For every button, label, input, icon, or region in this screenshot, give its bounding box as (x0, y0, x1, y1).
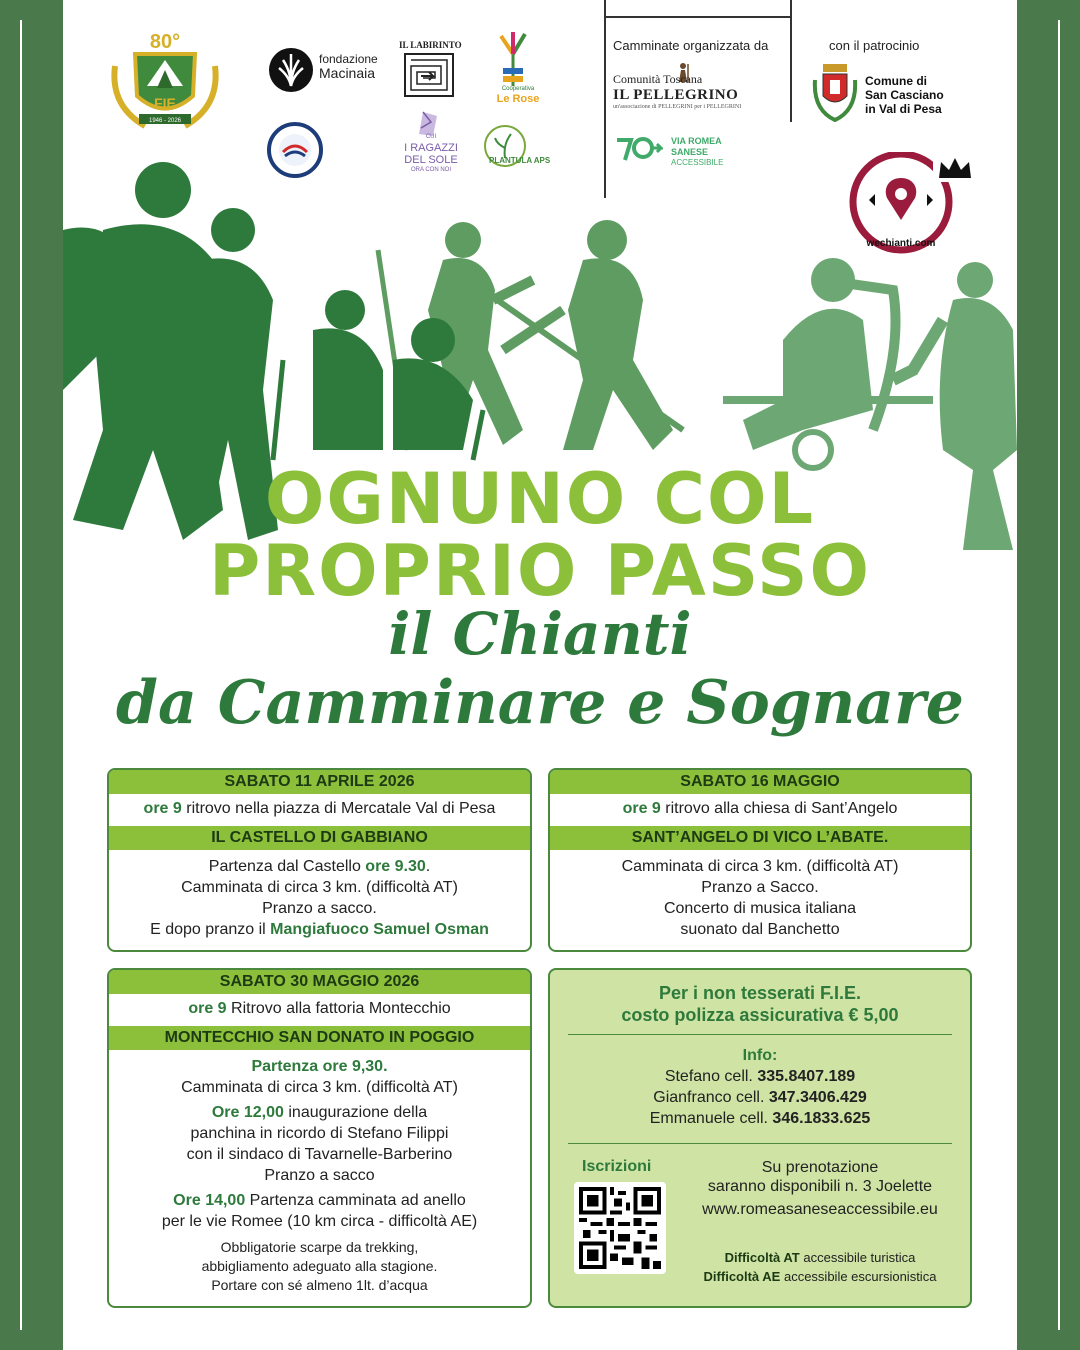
via-romea-1: VIA ROMEA (671, 136, 722, 146)
title-line-2: PROPRIO PASSO (208, 530, 872, 612)
svg-text:FIE: FIE (154, 95, 176, 111)
subtitle-script-2: da Camminare e Sognare (116, 668, 964, 738)
difficulty-legend: Difficoltà AT accessibile turistica Difficoltà AE accessibile escursionistica (703, 1250, 937, 1284)
event-place: IL CASTELLO DI GABBIANO (109, 826, 530, 850)
header-divider (604, 16, 792, 18)
svg-text:1946 - 2026: 1946 - 2026 (148, 118, 182, 124)
event-details: Partenza dal Castello ore 9.30. Camminata di circa 3 km. (difficoltà AT) Pranzo a sacco. E dopo pranzo il Mangiafuoco Samuel Osman (150, 858, 489, 938)
frame-line (20, 20, 22, 1330)
event-meeting: ore 9 ritrovo alla chiesa di Sant’Angelo (622, 800, 898, 817)
ragazzi-name-3: ORA CON NOI (410, 167, 451, 173)
event-details: Partenza ore 9,30. Camminata di circa 3 km. (difficoltà AT) Ore 12,00 inaugurazione della panchina in ricordo di Stefano Filippi con il sindaco di Tavarnelle-Barberino Pranzo a sacco Ore 14,00 Partenza camminata ad anello per le vie Romee (10 km circa - difficoltà AE) Obbligatorie scarpe da trekking, abbigliamento adeguato alla stagione. Portare con sé almeno 1lt. d’acqua (109, 1050, 530, 1295)
labirinto-maze-icon (403, 52, 455, 98)
info-card (548, 968, 972, 1308)
le-rose-icon (493, 30, 533, 88)
ragazzi-cui: CUI (425, 134, 437, 140)
ragazzi-name-1: I RAGAZZI (404, 142, 458, 154)
event-card-may-30 (107, 968, 532, 1308)
pellegrino-top: Comunità Toscana (613, 72, 703, 86)
event-place: SANT’ANGELO DI VICO L’ABATE. (550, 826, 970, 850)
pellegrino-tagline: un'associazione di PELLEGRINI per i PELLEGRINI (613, 104, 742, 110)
event-date: SABATO 11 APRILE 2026 (109, 770, 530, 794)
title-line-1: OGNUNO COL (264, 458, 816, 540)
contacts: Info: Stefano cell. 335.8407.189 Gianfranco cell. 347.3406.429 Emmanuele cell. 346.1833.625 (649, 1047, 871, 1127)
pellegrino-name: IL PELLEGRINO (613, 87, 739, 103)
registration-label: Iscrizioni (582, 1158, 652, 1175)
event-date: SABATO 30 MAGGIO 2026 (109, 970, 530, 994)
svg-text:wechianti.com: wechianti.com (866, 238, 936, 249)
comune-crest-icon (811, 60, 859, 122)
qr-code-icon[interactable] (574, 1182, 666, 1274)
event-card-may-16 (548, 768, 972, 952)
registration (550, 1152, 970, 1292)
via-romea-3: ACCESSIBILE (671, 158, 724, 167)
macinaia-label: fondazione (319, 52, 378, 66)
header-divider (790, 0, 792, 122)
plantula-label: PLANTULA APS (489, 156, 551, 165)
booking-info: Su prenotazione saranno disponibili n. 3 Joelette www.romeasaneseaccessibile.eu (680, 1158, 960, 1219)
patronage-label: con il patrocinio (829, 38, 920, 53)
event-notes: Obbligatorie scarpe da trekking, abbigliamento adeguato alla stagione. Portare con sé almeno 1lt. d’acqua (201, 1239, 438, 1293)
cooperativa-label: Cooperativa (501, 86, 535, 92)
via-romea-2: SANESE (671, 147, 709, 157)
event-details: Camminata di circa 3 km. (difficoltà AT) Pranzo a Sacco. Concerto di musica italiana suonato dal Banchetto (621, 858, 899, 938)
organized-by-label: Camminate organizzata da (613, 38, 769, 53)
frame-line (1058, 20, 1060, 1330)
event-meeting: ore 9 Ritrovo alla fattoria Montecchio (188, 1000, 451, 1017)
divider (568, 1143, 952, 1144)
comune-name-1: Comune di (865, 74, 927, 88)
poster (63, 0, 1017, 1350)
subtitle-script-1: il Chianti (388, 600, 692, 668)
event-date: SABATO 16 MAGGIO (550, 770, 970, 794)
svg-text:80°: 80° (149, 31, 181, 53)
ragazzi-name-2: DEL SOLE (404, 154, 458, 166)
event-meeting: ore 9 ritrovo nella piazza di Mercatale Val di Pesa (143, 800, 496, 817)
le-rose-label: Le Rose (496, 93, 540, 105)
pellegrino-logo (613, 72, 741, 110)
event-place: MONTECCHIO SAN DONATO IN POGGIO (109, 1026, 530, 1050)
divider (568, 1034, 952, 1035)
event-card-april (107, 768, 532, 952)
macinaia-name: Macinaia (319, 65, 376, 81)
labirinto-label: IL LABIRINTO (399, 40, 462, 50)
macinaia-logo-icon (267, 46, 315, 94)
insurance-note: Per i non tesserati F.I.E. costo polizza assicurativa € 5,00 (621, 983, 899, 1025)
right-frame (1017, 0, 1080, 1350)
comune-name-3: in Val di Pesa (865, 102, 942, 116)
website-link[interactable]: www.romeasaneseaccessibile.eu (702, 1201, 938, 1218)
fie-logo (105, 26, 225, 136)
comune-name-2: San Casciano (865, 88, 944, 102)
left-frame (0, 0, 63, 1350)
